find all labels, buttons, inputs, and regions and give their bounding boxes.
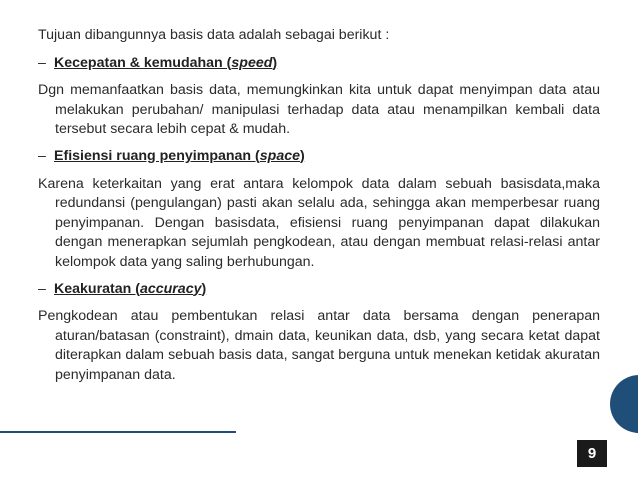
bullet-dash: – <box>38 54 46 71</box>
bullet-dash: – <box>38 280 46 297</box>
heading-accuracy-italic: accuracy <box>139 280 202 297</box>
heading-accuracy-text: Keakuratan ( <box>54 280 140 297</box>
paragraph-accuracy: Pengkodean atau pembentukan relasi antar data bersama dengan penerapan aturan/batasan (constraint), dmain data, keunikan data, dsb, yang secara ketat dapat diterapkan dalam sebuah basis data, sangat berguna untuk menekan ketidak akuratan penyimpanan data. <box>38 308 600 383</box>
heading-speed-end: ) <box>272 54 278 71</box>
intro-text: Tujuan dibangunnya basis data adalah sebagai berikut : <box>38 27 390 43</box>
heading-accuracy <box>38 280 600 300</box>
heading-space-text: Efisiensi ruang penyimpanan ( <box>54 147 260 164</box>
heading-speed <box>38 54 600 74</box>
heading-space <box>38 147 600 167</box>
decorative-circle <box>610 375 638 433</box>
heading-speed-italic: speed <box>231 54 273 71</box>
heading-space-italic: space <box>259 147 300 164</box>
slide-content <box>38 26 600 393</box>
heading-space-end: ) <box>300 147 305 164</box>
decorative-bottom-line <box>0 431 236 433</box>
paragraph-speed: Dgn memanfaatkan basis data, memungkinkan kita untuk dapat menyimpan data atau melakukan perubahan/ manipulasi terhadap data atau menampilkan kembali data tersebut secara lebih cepat & mudah. <box>38 82 600 138</box>
bullet-dash: – <box>38 147 46 164</box>
paragraph-space: Karena keterkaitan yang erat antara kelompok data dalam sebuah basisdata,maka redundansi (pengulangan) pasti akan selalu ada, sehingga akan memperbesar ruang penyimpanan. Dengan basisdata, efisiensi ruang penyimpanan dapat dilakukan dengan menerapkan sejumlah pengkodean, atau dengan membuat relasi-relasi antar kelompok data yang saling berhubungan. <box>38 175 600 270</box>
page-number-badge: 9 <box>577 440 607 467</box>
heading-accuracy-end: ) <box>201 280 207 297</box>
heading-speed-text: Kecepatan & kemudahan ( <box>54 54 232 71</box>
